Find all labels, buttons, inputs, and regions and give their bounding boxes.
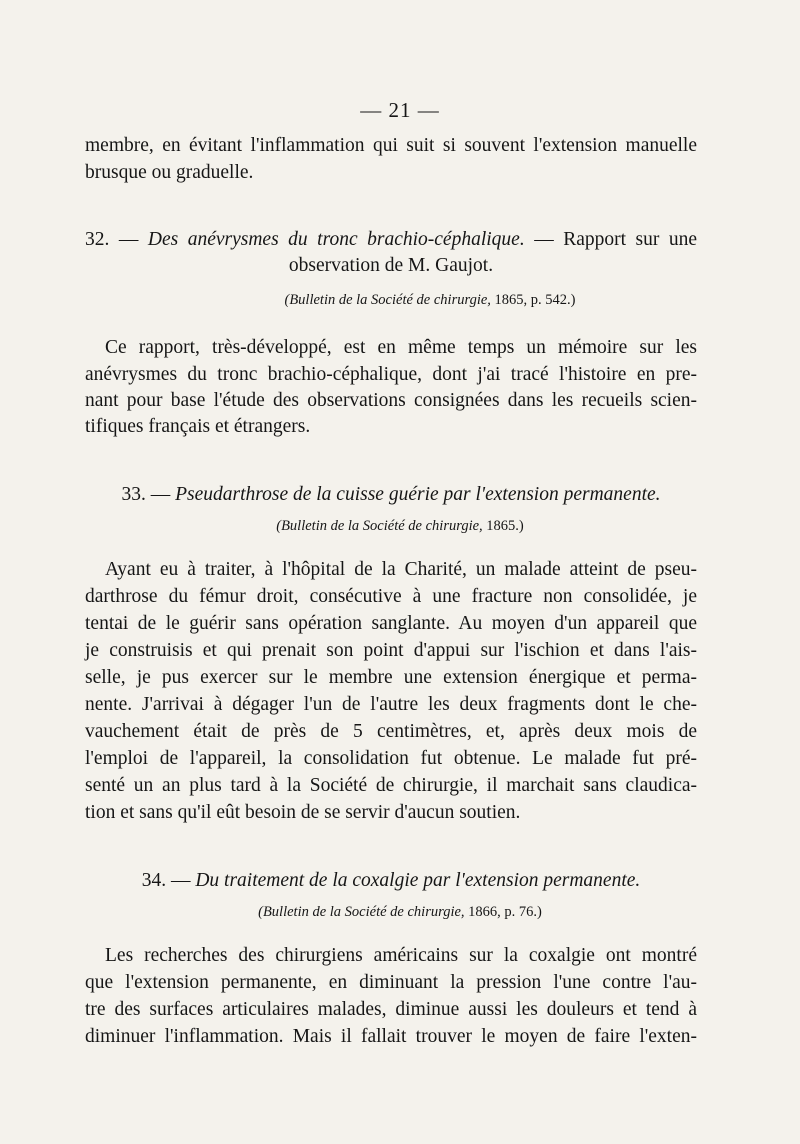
section-number: 34. — [141, 870, 191, 891]
text-line: Les recherches des chirurgiens américains sur la coxalgie ont montré [105, 945, 697, 966]
section-title: Pseudarthrose de la cuisse guérie par l'extension permanente. [175, 484, 661, 505]
reference-source: (Bulletin de la Société de chirurgie, [284, 292, 491, 308]
section-title: Des anévrysmes du tronc brachio-céphalique. [147, 229, 525, 250]
text-line: nente. J'arrivai à dégager l'un de l'autre les deux fragments dont le che- [85, 694, 697, 715]
text-line: darthrose du fémur droit, consécutive à une fracture non consolidée, je [85, 586, 697, 607]
bibliographic-reference [0, 901, 800, 923]
bibliographic-reference [0, 515, 800, 537]
section-heading-33 [85, 480, 697, 510]
section-number: 33. — [121, 484, 171, 505]
text-line: l'emploi de l'appareil, la consolidation fut obtenue. Le malade fut pré- [85, 748, 697, 769]
page-number: — 21 — [360, 98, 440, 122]
text-line: tion et sans qu'il eût besoin de se servir d'aucun soutien. [85, 802, 521, 823]
text-line: selle, je pus exercer sur le membre une extension énergique et perma- [85, 667, 697, 688]
text-line: Ayant eu à traiter, à l'hôpital de la Charité, un malade atteint de pseu- [105, 559, 697, 580]
reference-detail: 1865, p. 542.) [494, 292, 576, 308]
text-line: que l'extension permanente, en diminuant la pression l'une contre l'au- [85, 972, 697, 993]
reference-detail: 1866, p. 76.) [468, 904, 542, 920]
section-title: Du traitement de la coxalgie par l'extension permanente. [195, 870, 641, 891]
bibliographic-reference [30, 289, 800, 311]
text-line: tifiques français et étrangers. [85, 416, 311, 437]
text-line: anévrysmes du tronc brachio-céphalique, dont j'ai tracé l'histoire en pre- [85, 364, 697, 385]
reference-source: (Bulletin de la Société de chirurgie, [276, 518, 483, 534]
section-subtitle: — Rapport sur une [534, 229, 697, 250]
reference-detail: 1865.) [486, 518, 524, 534]
text-line: Ce rapport, très-développé, est en même temps un mémoire sur les [105, 337, 697, 358]
text-line: tre des surfaces articulaires malades, diminue aussi les douleurs et tend à [85, 999, 697, 1020]
text-line: vauchement était de près de 5 centimètres, et, après deux mois de [85, 721, 697, 742]
text-line: membre, en évitant l'inflammation qui suit si souvent l'extension manuelle [85, 135, 697, 156]
text-line: nant pour base l'étude des observations consignées dans les recueils scien- [85, 390, 697, 411]
text-line: tentai de le guérir sans opération sanglante. Au moyen d'un appareil que [85, 613, 697, 634]
text-line: je construisis et qui prenait son point d'appui sur l'ischion et dans l'ais- [85, 640, 697, 661]
section-number: 32. — [85, 229, 139, 250]
text-line: diminuer l'inflammation. Mais il fallait trouver le moyen de faire l'exten- [85, 1026, 697, 1047]
reference-source: (Bulletin de la Société de chirurgie, [258, 904, 465, 920]
text-line: brusque ou graduelle. [85, 162, 254, 183]
section-heading-34 [85, 866, 697, 896]
section-subtitle-line: observation de M. Gaujot. [288, 255, 494, 276]
text-line: senté un an plus tard à la Société de chirurgie, il marchait sans claudica- [85, 775, 697, 796]
